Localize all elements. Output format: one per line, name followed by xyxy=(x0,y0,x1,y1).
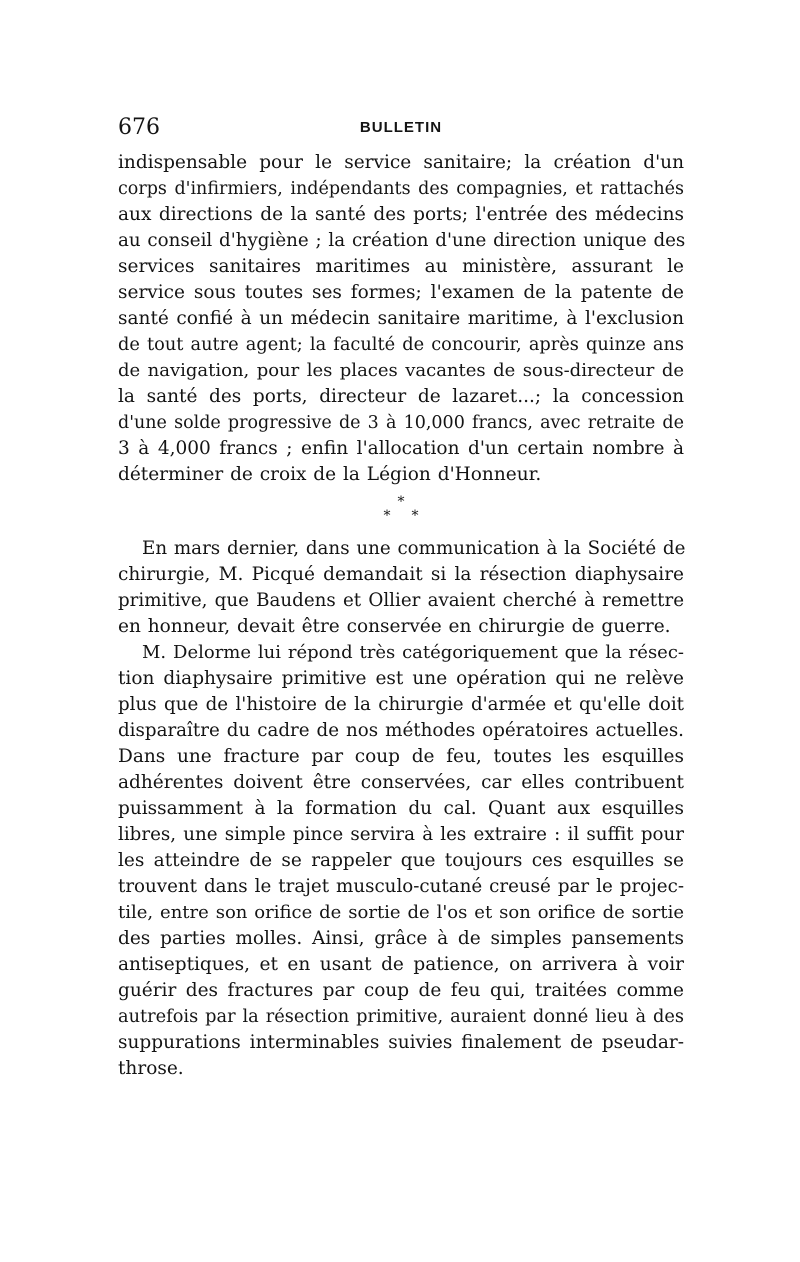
text-line: En mars dernier, dans une communication à la Société de xyxy=(142,538,686,559)
text-line: de tout autre agent; la faculté de concourir, après quinze ans xyxy=(118,335,684,355)
text-line: M. Delorme lui répond très catégoriquement que la résec- xyxy=(142,642,684,663)
paragraph-delorme-response xyxy=(118,640,684,1082)
body-text xyxy=(118,150,684,1082)
text-line: indispensable pour le service sanitaire; la création d'un xyxy=(118,152,684,173)
text-line: en honneur, devait être conservée en chirurgie de guerre. xyxy=(118,616,671,637)
text-line: guérir des fractures par coup de feu qui, traitées comme xyxy=(118,980,684,1001)
paragraph-legion-honneur xyxy=(118,150,684,488)
text-line: libres, une simple pince servira à les extraire : il suffit pour xyxy=(118,824,684,845)
text-line: 3 à 4,000 francs ; enfin l'allocation d'un certain nombre à xyxy=(118,438,684,459)
text-line: les atteindre de se rappeler que toujours ces esquilles se xyxy=(118,850,684,871)
text-line: adhérentes doivent être conservées, car elles contribuent xyxy=(118,772,684,793)
page-number: 676 xyxy=(118,115,160,140)
svg-text:*: * xyxy=(383,508,391,524)
text-line: primitive, que Baudens et Ollier avaient cherché à remettre xyxy=(118,590,684,611)
svg-text:*: * xyxy=(411,508,419,524)
text-line: au conseil d'hygiène ; la création d'une direction unique des xyxy=(118,230,686,251)
text-line: Dans une fracture par coup de feu, toutes les esquilles xyxy=(118,746,684,767)
text-line: services sanitaires maritimes au ministère, assurant le xyxy=(118,256,684,277)
text-line: tile, entre son orifice de sortie de l'os et son orifice de sortie xyxy=(118,902,684,923)
text-line: des parties molles. Ainsi, grâce à de simples pansements xyxy=(118,928,684,949)
paragraph-picque-question xyxy=(118,536,684,640)
text-line: tion diaphysaire primitive est une opération qui ne relève xyxy=(118,668,684,689)
text-line: autrefois par la résection primitive, auraient donné lieu à des xyxy=(118,1007,684,1027)
running-title: BULLETIN xyxy=(359,119,443,136)
text-line: antiseptiques, et en usant de patience, on arrivera à voir xyxy=(118,954,684,975)
text-line: service sous toutes ses formes; l'examen de la patente de xyxy=(118,282,684,303)
text-line: chirurgie, M. Picqué demandait si la résection diaphysaire xyxy=(118,564,684,585)
text-line: d'une solde progressive de 3 à 10,000 francs, avec retraite de xyxy=(118,413,684,433)
text-line: trouvent dans le trajet musculo-cutané creusé par le projec- xyxy=(118,876,684,897)
svg-text:*: * xyxy=(397,494,405,510)
text-line: déterminer de croix de la Légion d'Honneur. xyxy=(118,464,542,485)
section-break xyxy=(118,488,684,536)
text-line: puissamment à la formation du cal. Quant aux esquilles xyxy=(118,798,684,819)
text-line: throse. xyxy=(118,1058,184,1079)
asterism-ornament xyxy=(373,492,429,528)
text-line: plus que de l'histoire de la chirurgie d'armée et qu'elle doit xyxy=(118,694,684,715)
text-line: santé confié à un médecin sanitaire maritime, à l'exclusion xyxy=(118,308,684,329)
text-line: suppurations interminables suivies finalement de pseudar- xyxy=(118,1032,684,1053)
text-line: de navigation, pour les places vacantes de sous-directeur de xyxy=(118,360,684,381)
text-line: disparaître du cadre de nos méthodes opératoires actuelles. xyxy=(118,720,684,741)
text-line: la santé des ports, directeur de lazaret...; la concession xyxy=(118,386,684,407)
running-head xyxy=(118,113,684,143)
text-line: corps d'infirmiers, indépendants des compagnies, et rattachés xyxy=(118,179,684,199)
text-line: aux directions de la santé des ports; l'entrée des médecins xyxy=(118,204,684,225)
